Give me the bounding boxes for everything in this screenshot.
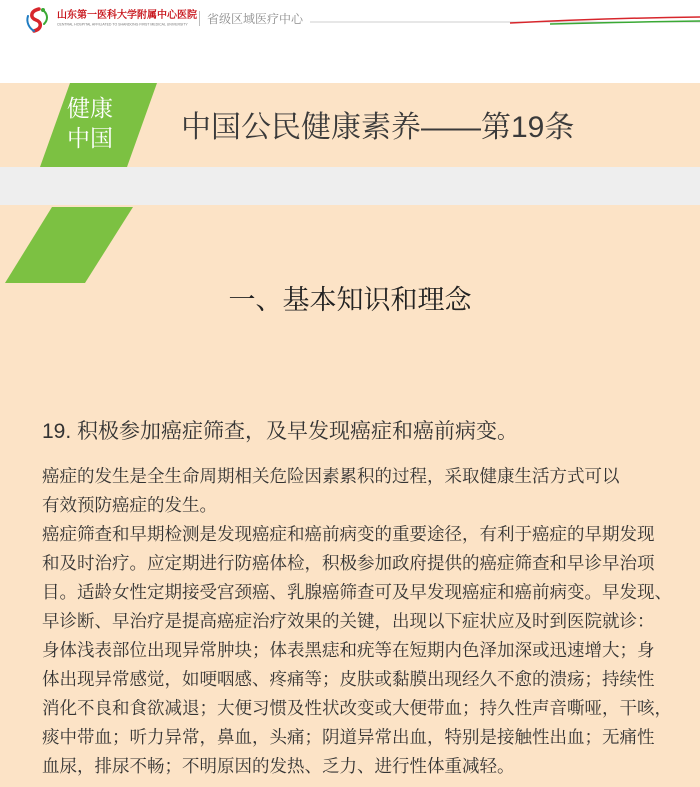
text-line: 消化不良和食欲减退；大便习惯及性状改变或大便带血；持久性声音嘶哑，干咳， bbox=[42, 698, 672, 718]
text-line: 癌症的发生是全生命周期相关危险因素累积的过程，采取健康生活方式可以 bbox=[42, 466, 620, 486]
text-line: 血尿，排尿不畅；不明原因的发热、乏力、进行性体重减轻。 bbox=[42, 756, 515, 776]
paragraph bbox=[42, 462, 692, 520]
paragraph bbox=[42, 520, 692, 781]
item-title: 19. 积极参加癌症筛查，及早发现癌症和癌前病变。 bbox=[42, 420, 519, 443]
text-line: 有效预防癌症的发生。 bbox=[42, 495, 217, 515]
badge-line-1: 健康 bbox=[67, 95, 113, 121]
title-banner bbox=[0, 83, 700, 167]
text-line: 身体浅表部位出现异常肿块；体表黑痣和疣等在短期内色泽加深或迅速增大；身 bbox=[42, 640, 655, 660]
text-line: 癌症筛查和早期检测是发现癌症和癌前病变的重要途径，有利于癌症的早期发现 bbox=[42, 524, 655, 544]
header-divider bbox=[199, 11, 200, 26]
site-header bbox=[0, 0, 700, 38]
badge-line-2: 中国 bbox=[67, 125, 113, 151]
hospital-name-english: CENTRAL HOSPITAL AFFILIATED TO SHANDONG FIRST MEDICAL UNIVERSITY bbox=[57, 23, 188, 27]
section-heading: 一、基本知识和理念 bbox=[228, 285, 472, 315]
text-line: 和及时治疗。应定期进行防癌体检，积极参加政府提供的癌症筛查和早诊早治项 bbox=[42, 553, 655, 573]
hospital-name: 山东第一医科大学附属中心医院 bbox=[57, 10, 197, 21]
content-section bbox=[0, 205, 700, 787]
page-title: 中国公民健康素养——第19条 bbox=[181, 111, 575, 144]
text-line: 体出现异常感觉，如哽咽感、疼痛等；皮肤或黏膜出现经久不愈的溃疡；持续性 bbox=[42, 669, 655, 689]
text-line: 目。适龄女性定期接受宫颈癌、乳腺癌筛查可及早发现癌症和癌前病变。早发现、 bbox=[42, 582, 672, 602]
green-corner-shape bbox=[0, 205, 140, 285]
header-decorative-lines bbox=[310, 12, 700, 28]
separator-band bbox=[0, 167, 700, 205]
header-subtitle: 省级区域医疗中心 bbox=[207, 12, 304, 26]
text-line: 痰中带血；听力异常，鼻血，头痛；阴道异常出血，特别是接触性出血；无痛性 bbox=[42, 727, 655, 747]
hospital-logo-icon bbox=[24, 6, 50, 34]
article-body bbox=[42, 462, 692, 781]
text-line: 早诊断、早治疗是提高癌症治疗效果的关键，出现以下症状应及时到医院就诊： bbox=[42, 611, 655, 631]
